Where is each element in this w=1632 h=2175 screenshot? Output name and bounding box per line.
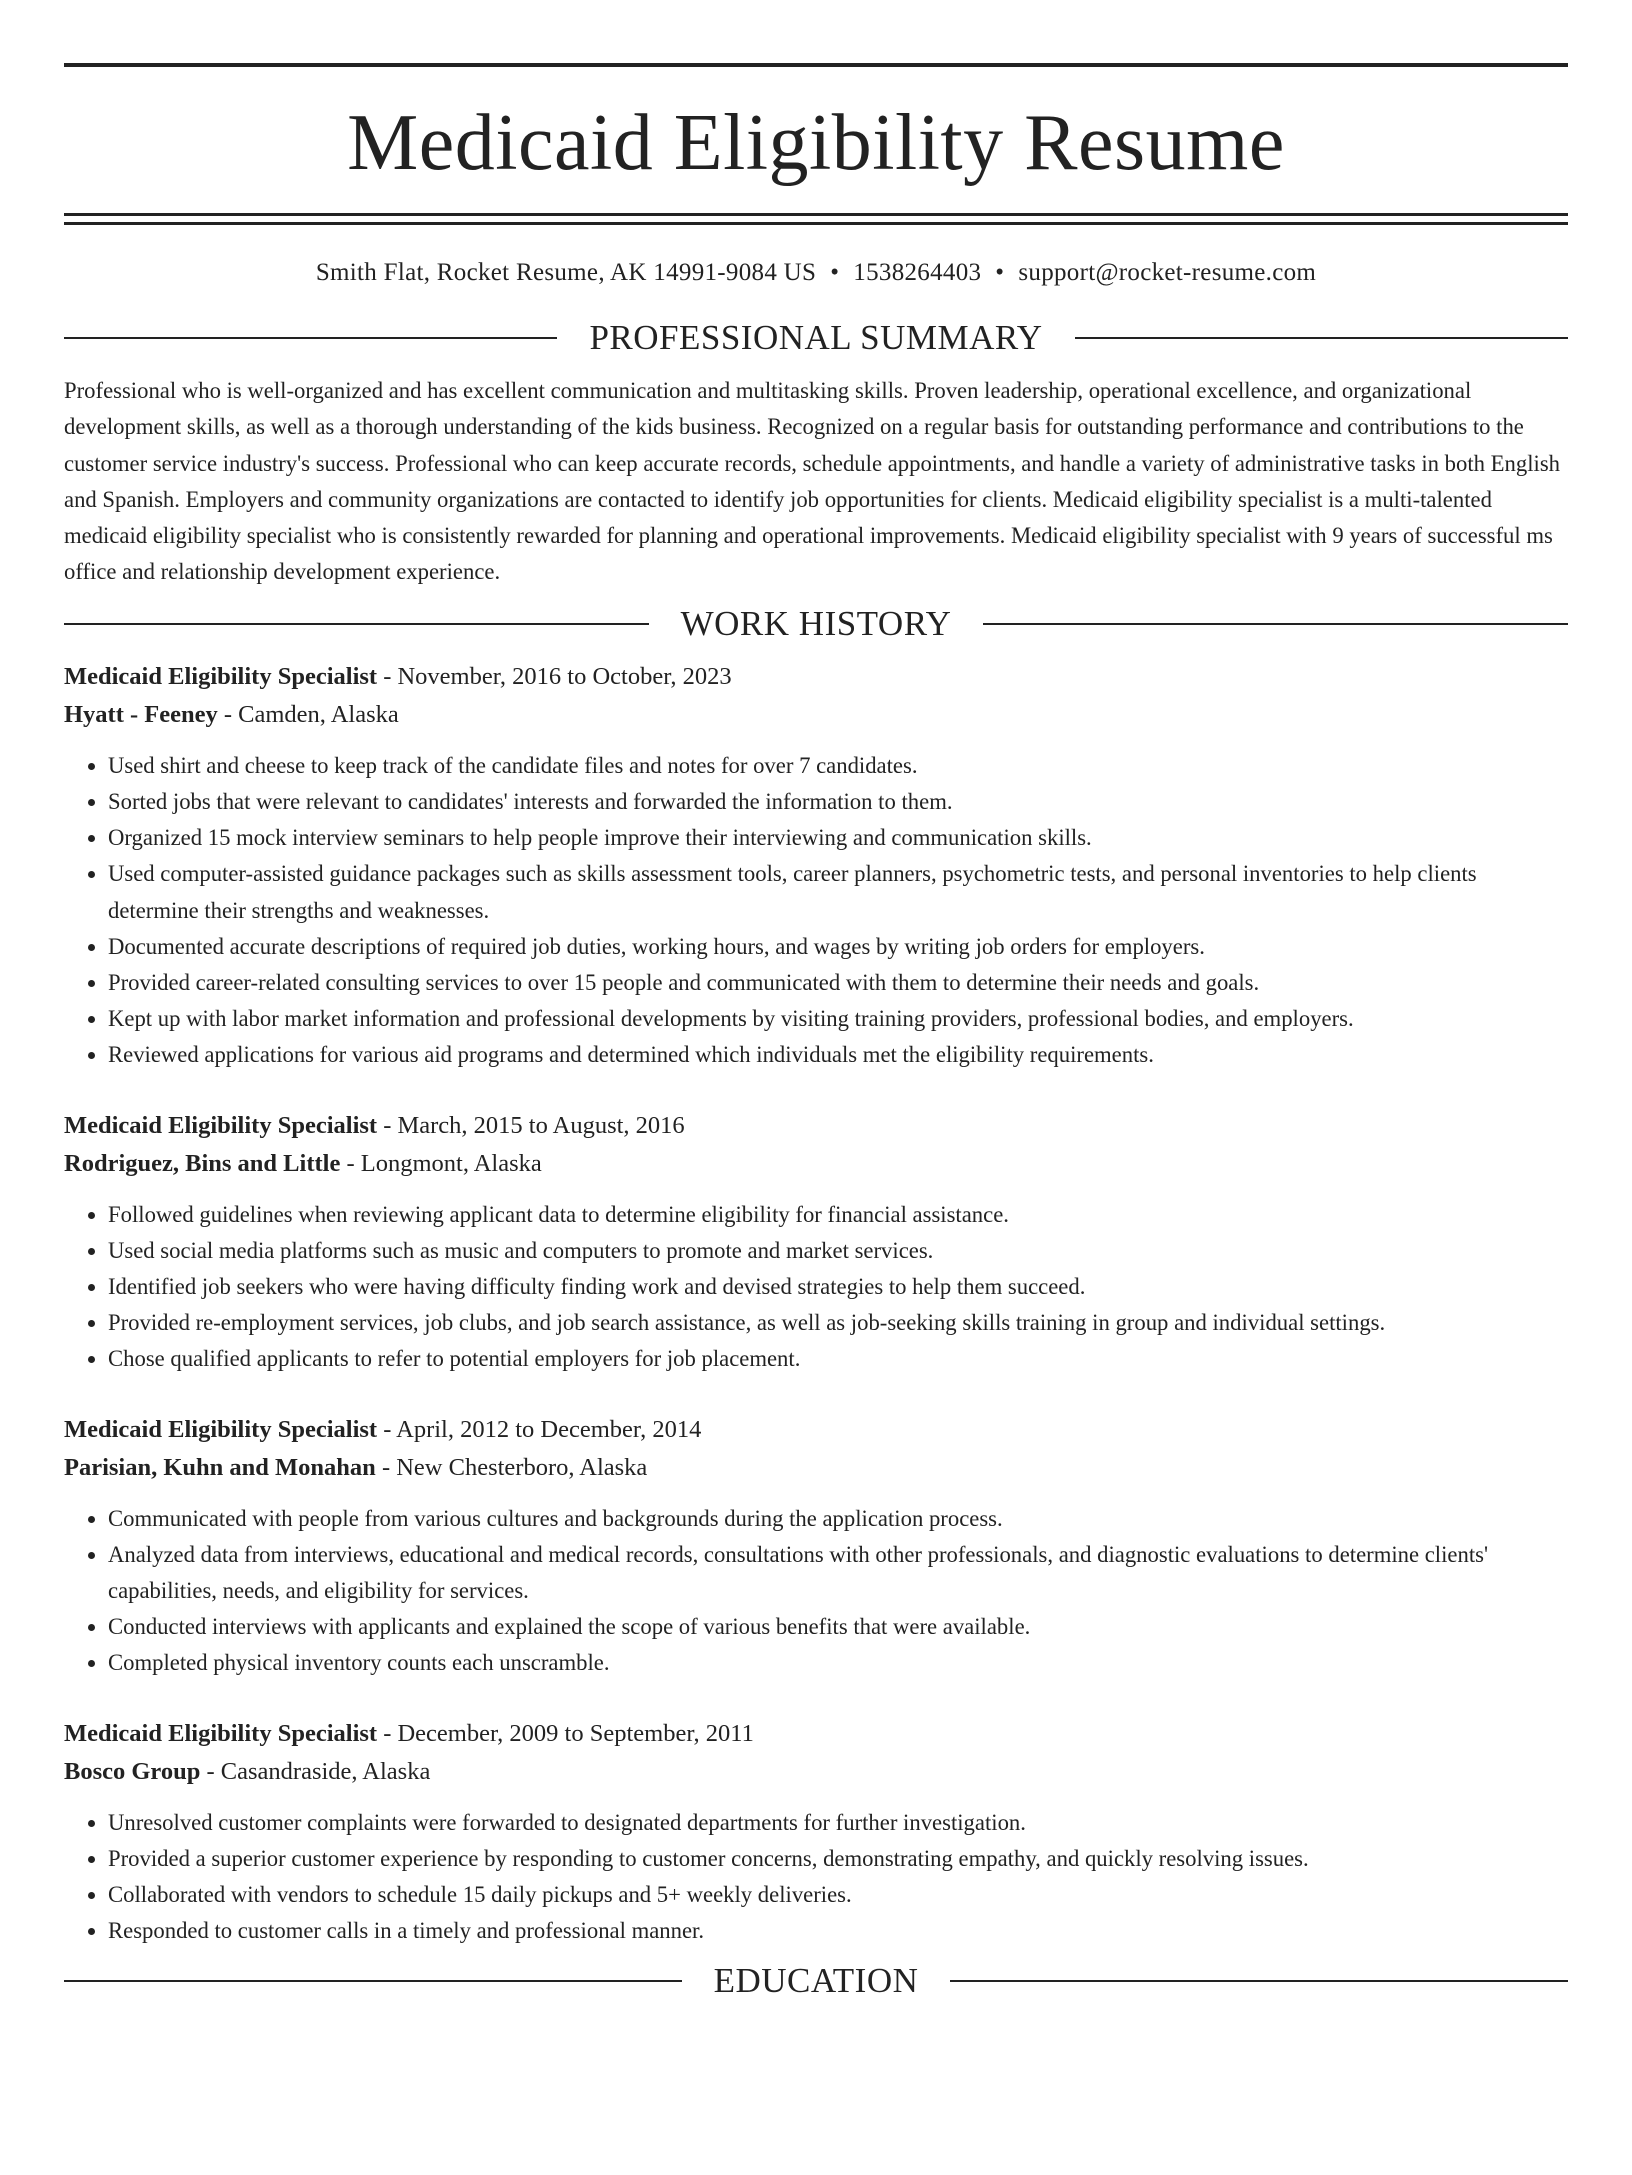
contact-separator: •	[995, 259, 1005, 286]
section-title: WORK HISTORY	[680, 603, 952, 643]
section-heading-summary	[64, 318, 1568, 358]
job-company-line	[64, 1449, 1568, 1487]
job-bullet: • Organized 15 mock interview seminars to help people improve their interviewing and communication skills.	[108, 820, 1568, 856]
section-title: EDUCATION	[713, 1961, 919, 2001]
section-rule	[950, 1980, 1568, 1982]
section-heading-work-history	[64, 604, 1568, 644]
job-bullets	[64, 748, 1568, 1074]
title-double-rule	[64, 213, 1568, 225]
job-title-line	[64, 658, 1568, 696]
job-dates: - April, 2012 to December, 2014	[377, 1415, 702, 1443]
job-location: - Casandraside, Alaska	[200, 1757, 431, 1785]
top-rule	[64, 63, 1568, 67]
section-rule	[1075, 337, 1568, 339]
job-location: - Longmont, Alaska	[340, 1149, 542, 1177]
resume-title: Medicaid Eligibility Resume	[347, 99, 1285, 187]
job-bullet: • Followed guidelines when reviewing applicant data to determine eligibility for financial assistance.	[108, 1197, 1568, 1233]
job-location: - New Chesterboro, Alaska	[375, 1453, 648, 1481]
job-company: Bosco Group	[64, 1757, 201, 1785]
summary-text: Professional who is well-organized and has excellent communication and multitasking skills. Proven leadership, operational excellence, and organizational development skills, as well as a thorough understanding of the kids business. Recognized on a regular basis for outstanding performance and contributions to the customer service industry's success. Professional who can keep accurate records, schedule appointments, and handle a variety of administrative tasks in both English and Spanish. Employers and community organizations are contacted to identify job opportunities for clients. Medicaid eligibility specialist is a multi-talented medicaid eligibility specialist who is consistently rewarded for planning and operational improvements. Medicaid eligibility specialist with 9 years of successful ms office and relationship development experience.	[64, 378, 1560, 585]
job-title: Medicaid Eligibility Specialist	[64, 662, 378, 690]
job-company: Rodriguez, Bins and Little	[64, 1149, 341, 1177]
job-title: Medicaid Eligibility Specialist	[64, 1719, 378, 1747]
job-entry	[64, 1107, 1568, 1378]
job-bullet: • Reviewed applications for various aid programs and determined which individuals met the eligibility requirements.	[108, 1037, 1568, 1073]
job-dates: - December, 2009 to September, 2011	[377, 1719, 754, 1747]
job-title-line	[64, 1107, 1568, 1145]
job-dates: - November, 2016 to October, 2023	[377, 662, 732, 690]
job-bullet: • Conducted interviews with applicants and explained the scope of various benefits that were available.	[108, 1609, 1568, 1645]
job-bullet: • Completed physical inventory counts each unscramble.	[108, 1645, 1568, 1681]
job-bullets	[64, 1501, 1568, 1682]
job-bullets	[64, 1805, 1568, 1950]
work-history-list	[64, 658, 1568, 1950]
section-rule	[64, 1980, 682, 1982]
job-bullet: • Sorted jobs that were relevant to candidates' interests and forwarded the information to them.	[108, 784, 1568, 820]
section-rule	[64, 337, 557, 339]
job-entry	[64, 1411, 1568, 1682]
job-company: Hyatt - Feeney	[64, 700, 218, 728]
job-company-line	[64, 696, 1568, 734]
job-bullet: • Identified job seekers who were having difficulty finding work and devised strategies to help them succeed.	[108, 1269, 1568, 1305]
job-bullet: • Communicated with people from various cultures and backgrounds during the application process.	[108, 1501, 1568, 1537]
job-title-line	[64, 1411, 1568, 1449]
job-entry	[64, 1715, 1568, 1950]
contact-phone: 1538264403	[853, 259, 982, 286]
job-company-line	[64, 1753, 1568, 1791]
job-bullet: • Documented accurate descriptions of required job duties, working hours, and wages by writing job orders for employers.	[108, 929, 1568, 965]
section-heading-education	[64, 1961, 1568, 2001]
job-bullets	[64, 1197, 1568, 1378]
job-bullet: • Used social media platforms such as music and computers to promote and market services.	[108, 1233, 1568, 1269]
job-bullet: • Provided re-employment services, job clubs, and job search assistance, as well as job-seeking skills training in group and individual settings.	[108, 1305, 1568, 1341]
job-bullet: • Provided career-related consulting services to over 15 people and communicated with them to determine their needs and goals.	[108, 965, 1568, 1001]
contact-email: support@rocket-resume.com	[1018, 259, 1317, 286]
section-title: PROFESSIONAL SUMMARY	[589, 318, 1043, 357]
job-title: Medicaid Eligibility Specialist	[64, 1415, 378, 1443]
resume-page	[0, 63, 1632, 2175]
job-bullet: • Collaborated with vendors to schedule 15 daily pickups and 5+ weekly deliveries.	[108, 1877, 1568, 1913]
contact-line	[64, 258, 1568, 288]
section-rule	[64, 623, 649, 625]
contact-separator: •	[830, 259, 840, 286]
job-company: Parisian, Kuhn and Monahan	[64, 1453, 376, 1481]
job-bullet: • Used computer-assisted guidance packages such as skills assessment tools, career planners, psychometric tests, and personal inventories to help clients determine their strengths and weaknesses.	[108, 856, 1568, 928]
job-bullet: • Analyzed data from interviews, educational and medical records, consultations with other professionals, and diagnostic evaluations to determine clients' capabilities, needs, and eligibility for services.	[108, 1537, 1568, 1609]
job-bullet: • Responded to customer calls in a timely and professional manner.	[108, 1913, 1568, 1949]
job-dates: - March, 2015 to August, 2016	[377, 1111, 685, 1139]
job-bullet: • Unresolved customer complaints were forwarded to designated departments for further investigation.	[108, 1805, 1568, 1841]
job-company-line	[64, 1145, 1568, 1183]
job-title: Medicaid Eligibility Specialist	[64, 1111, 378, 1139]
job-bullet: • Used shirt and cheese to keep track of the candidate files and notes for over 7 candidates.	[108, 748, 1568, 784]
contact-address: Smith Flat, Rocket Resume, AK 14991-9084 US	[315, 259, 817, 286]
job-bullet: • Chose qualified applicants to refer to potential employers for job placement.	[108, 1341, 1568, 1377]
job-title-line	[64, 1715, 1568, 1753]
job-location: - Camden, Alaska	[217, 700, 399, 728]
section-rule	[983, 623, 1568, 625]
job-entry	[64, 658, 1568, 1074]
job-bullet: • Provided a superior customer experience by responding to customer concerns, demonstrating empathy, and quickly resolving issues.	[108, 1841, 1568, 1877]
job-bullet: • Kept up with labor market information and professional developments by visiting training providers, professional bodies, and employers.	[108, 1001, 1568, 1037]
